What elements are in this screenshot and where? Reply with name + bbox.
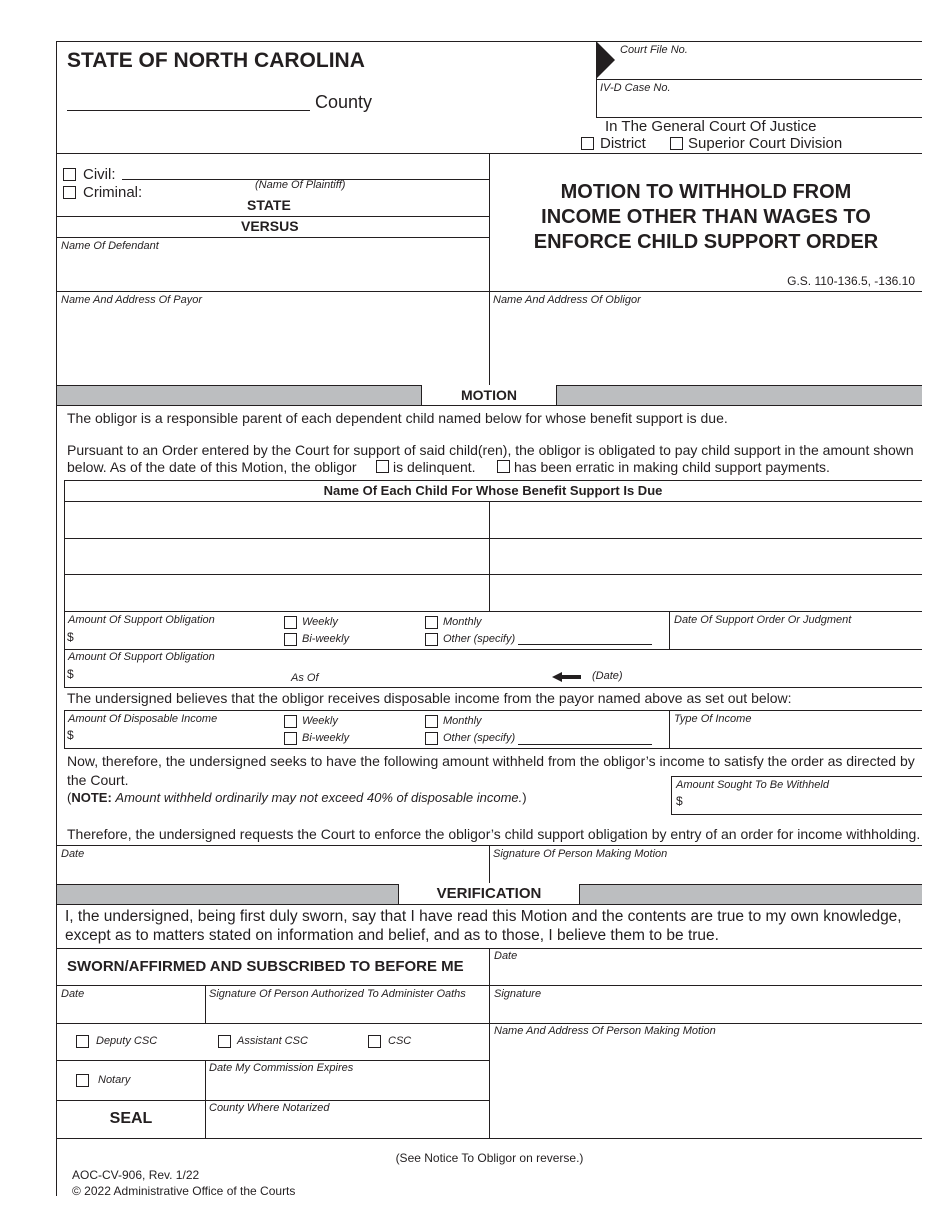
form-title-line1: MOTION TO WITHHOLD FROM — [560, 181, 852, 203]
delinquent-label: is delinquent. — [393, 459, 476, 475]
motion-heading: MOTION — [421, 385, 557, 405]
income-other-specify-field[interactable] — [518, 744, 652, 745]
therefore-text: Therefore, the undersigned requests the Court to enforce the obligor’s child support obligation by entry of an order for income withholding. — [67, 826, 921, 842]
income-monthly-label: Monthly — [443, 715, 482, 727]
assistant-csc-checkbox[interactable] — [218, 1035, 231, 1048]
amount-dollar[interactable]: $ — [67, 630, 74, 644]
erratic-checkbox[interactable] — [497, 460, 510, 473]
court-of-justice: In The General Court Of Justice — [605, 118, 817, 135]
defendant-label: Name Of Defendant — [61, 240, 159, 252]
income-weekly-label: Weekly — [302, 715, 338, 727]
monthly-checkbox[interactable] — [425, 616, 438, 629]
motion-date-label: Date — [61, 848, 85, 860]
verification-heading: VERIFICATION — [398, 884, 580, 904]
date-paren: (Date) — [592, 670, 623, 682]
state-title: STATE OF NORTH CAROLINA — [67, 49, 365, 72]
superior-label: Superior Court Division — [688, 135, 843, 152]
notary-label: Notary — [98, 1074, 131, 1086]
amount-support-label: Amount Of Support Obligation — [68, 614, 215, 626]
disposable-dollar[interactable]: $ — [67, 728, 74, 742]
delinquent-checkbox[interactable] — [376, 460, 389, 473]
biweekly-checkbox[interactable] — [284, 633, 297, 646]
child-row[interactable] — [64, 611, 922, 612]
income-biweekly-checkbox[interactable] — [284, 732, 297, 745]
ivd-label: IV-D Case No. — [600, 82, 671, 94]
payor-label: Name And Address Of Payor — [61, 294, 203, 306]
deputy-csc-checkbox[interactable] — [76, 1035, 89, 1048]
income-other-label: Other (specify) — [443, 732, 516, 744]
court-file-field[interactable] — [596, 79, 922, 80]
erratic-label: has been erratic in making child support payments. — [514, 459, 830, 475]
csc-checkbox[interactable] — [368, 1035, 381, 1048]
motion-para2b: below. As of the date of this Motion, the obligor — [67, 459, 357, 475]
date-order-label: Date Of Support Order Or Judgment — [674, 614, 852, 626]
note-bold: NOTE: — [71, 790, 112, 805]
county-label: County — [315, 92, 373, 112]
now-therefore-b: the Court. — [67, 772, 129, 788]
sworn-heading: SWORN/AFFIRMED AND SUBSCRIBED TO BEFORE ME — [67, 958, 464, 975]
obligor-label: Name And Address Of Obligor — [493, 294, 641, 306]
biweekly-label: Bi-weekly — [302, 633, 350, 645]
other-checkbox[interactable] — [425, 633, 438, 646]
superior-checkbox[interactable] — [670, 137, 683, 150]
verify-date-right-label: Date — [494, 950, 518, 962]
other-specify-field[interactable] — [518, 644, 652, 645]
notary-checkbox[interactable] — [76, 1074, 89, 1087]
sought-dollar[interactable]: $ — [676, 794, 683, 808]
income-monthly-checkbox[interactable] — [425, 715, 438, 728]
weekly-checkbox[interactable] — [284, 616, 297, 629]
see-notice: (See Notice To Obligor on reverse.) — [395, 1151, 584, 1165]
verification-para-a: I, the undersigned, being first duly sworn, say that I have read this Motion and the contents are true to my own knowledge, — [65, 908, 902, 925]
criminal-checkbox[interactable] — [63, 186, 76, 199]
weekly-label: Weekly — [302, 616, 338, 628]
plaintiff-label: (Name Of Plaintiff) — [255, 179, 346, 191]
name-address-motion-label: Name And Address Of Person Making Motion — [494, 1025, 716, 1037]
children-heading: Name Of Each Child For Whose Benefit Support Is Due — [323, 483, 663, 498]
type-income-label: Type Of Income — [674, 713, 752, 725]
motion-signature-label: Signature Of Person Making Motion — [493, 848, 668, 860]
verify-date-label: Date — [61, 988, 85, 1000]
civil-checkbox[interactable] — [63, 168, 76, 181]
district-label: District — [600, 135, 646, 152]
motion-para1: The obligor is a responsible parent of each dependent child named below for whose benefit support is due. — [67, 410, 728, 426]
income-biweekly-label: Bi-weekly — [302, 732, 350, 744]
county-line[interactable] — [67, 110, 310, 111]
note-text: Amount withheld ordinarily may not exceed 40% of disposable income. — [115, 790, 523, 805]
copyright: © 2022 Administrative Office of the Courts — [72, 1184, 296, 1198]
as-of-label: As Of — [291, 672, 319, 684]
note-line: (NOTE: Amount withheld ordinarily may not exceed 40% of disposable income.) — [67, 790, 527, 805]
deputy-csc-label: Deputy CSC — [96, 1035, 158, 1047]
other-label: Other (specify) — [443, 633, 516, 645]
amount-dollar-2[interactable]: $ — [67, 667, 74, 681]
state-party: STATE — [247, 197, 291, 213]
motion-para2a: Pursuant to an Order entered by the Court for support of said child(ren), the obligor is obligated to pay child support in the amount shown — [67, 442, 914, 458]
triangle-marker — [597, 42, 615, 78]
amount-support-label-2: Amount Of Support Obligation — [68, 651, 215, 663]
csc-label: CSC — [388, 1035, 412, 1047]
verification-para-b: except as to matters stated on information and belief, and as to those, I believe them to be true. — [65, 927, 719, 944]
disposable-label: Amount Of Disposable Income — [68, 713, 218, 725]
form-title-line3: ENFORCE CHILD SUPPORT ORDER — [533, 231, 879, 253]
monthly-label: Monthly — [443, 616, 482, 628]
form-number: AOC-CV-906, Rev. 1/22 — [72, 1168, 200, 1182]
child-row[interactable] — [64, 538, 922, 539]
court-file-label: Court File No. — [620, 44, 688, 56]
versus-label: VERSUS — [241, 218, 299, 234]
criminal-label: Criminal: — [83, 184, 143, 201]
now-therefore-a: Now, therefore, the undersigned seeks to have the following amount withheld from the obligor’s income to satisfy the order as directed by — [67, 753, 915, 769]
seal-label: SEAL — [109, 1110, 153, 1127]
sought-label: Amount Sought To Be Withheld — [676, 779, 829, 791]
form-title-line2: INCOME OTHER THAN WAGES TO — [541, 206, 871, 228]
verify-signature-label: Signature — [494, 988, 542, 1000]
civil-label: Civil: — [83, 166, 116, 183]
income-weekly-checkbox[interactable] — [284, 715, 297, 728]
believes-text: The undersigned believes that the obligor receives disposable income from the payor named above as set out below: — [67, 690, 792, 706]
district-checkbox[interactable] — [581, 137, 594, 150]
county-notarized-label: County Where Notarized — [209, 1102, 330, 1114]
commission-label: Date My Commission Expires — [209, 1062, 354, 1074]
statute-ref: G.S. 110-136.5, -136.10 — [787, 274, 915, 288]
child-row[interactable] — [64, 574, 922, 575]
sig-admin-label: Signature Of Person Authorized To Administer Oaths — [209, 988, 466, 1000]
assistant-csc-label: Assistant CSC — [237, 1035, 308, 1047]
income-other-checkbox[interactable] — [425, 732, 438, 745]
